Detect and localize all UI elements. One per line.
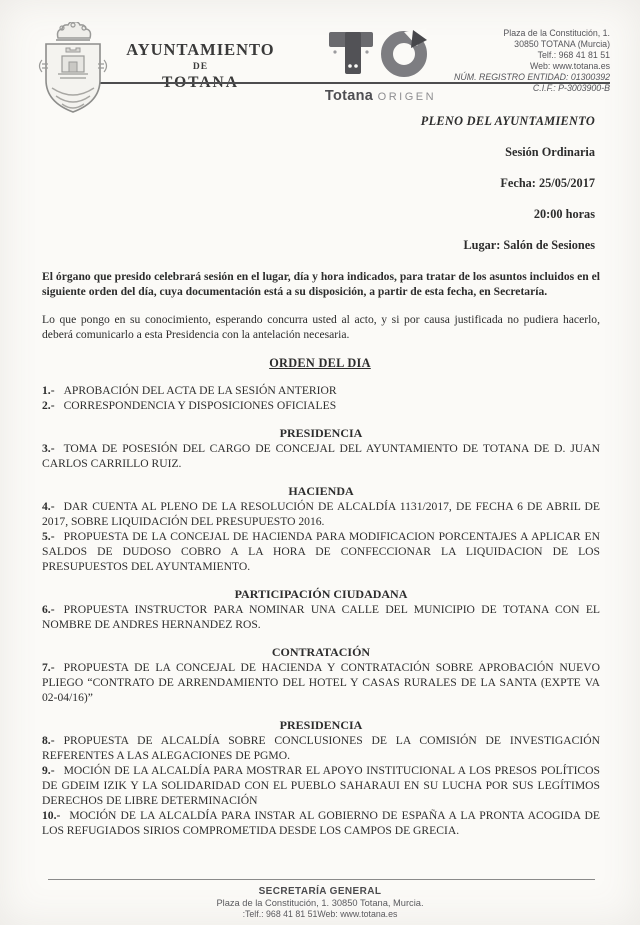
footer-contact: :Telf.: 968 41 81 51Web: www.totana.es (242, 909, 398, 919)
logo-name-light: ORIGEN (377, 91, 437, 103)
document-header (0, 0, 640, 104)
agenda-item-number: 10.- (42, 809, 61, 822)
cif-number: C.I.F.: P-3003900-B (532, 83, 610, 93)
agenda-item-text: PROPUESTA DE LA CONCEJAL DE HACIENDA Y CONTRATACIÓN SOBRE APROBACIÓN NUEVO PLIEGO “CONTRATO DE ARRENDAMIENTO DEL HOTEL Y CASAS RURALES DE LA SANTA (EXPTE VA 02-04/16)” (42, 661, 600, 704)
header-address-block (454, 28, 610, 94)
agenda-item-4 (42, 499, 600, 529)
logo-name-bold: Totana (324, 88, 374, 104)
org-name (122, 40, 279, 92)
section-heading: PRESIDENCIA (279, 718, 363, 732)
section-heading: CONTRATACIÓN (271, 645, 371, 659)
agenda-item-number: 5.- (42, 530, 55, 543)
agenda-item-text: CORRESPONDENCIA Y DISPOSICIONES OFICIALES (63, 399, 337, 412)
agenda-section-presidencia-1 (42, 426, 600, 471)
agenda-item-number: 9.- (42, 764, 55, 777)
agenda-heading: ORDEN DEL DIA (269, 356, 371, 370)
session-place: Lugar: Salón de Sesiones (463, 238, 595, 252)
agenda-item-number: 8.- (42, 734, 55, 747)
agenda-item-text: MOCIÓN DE LA ALCALDÍA PARA INSTAR AL GOBIERNO DE ESPAÑA A LA PRONTA ACOGIDA DE LOS REFUGIADOS SIRIOS COMPROMETIDA DESDE LOS CAMPOS DE GRECIA. (42, 809, 600, 837)
agenda-item-number: 6.- (42, 603, 55, 616)
agenda-item-9 (42, 763, 600, 808)
agenda-item-10 (42, 808, 600, 838)
agenda-section-contratacion (42, 645, 600, 705)
address-web: Web: www.totana.es (529, 61, 610, 71)
agenda-item-6 (42, 602, 600, 632)
totana-origen-logo-icon (321, 28, 439, 80)
agenda-item-5 (42, 529, 600, 574)
agenda-item-text: PROPUESTA INSTRUCTOR PARA NOMINAR UNA CALLE DEL MUNICIPIO DE TOTANA CON EL NOMBRE DE ANDRES HERNANDEZ ROS. (42, 603, 600, 631)
session-date: Fecha: 25/05/2017 (500, 176, 595, 190)
agenda-item-7 (42, 660, 600, 705)
coat-of-arms-icon (36, 22, 110, 123)
document-footer (0, 879, 640, 919)
session-type: Sesión Ordinaria (505, 145, 595, 159)
agenda-item-text: MOCIÓN DE LA ALCALDÍA PARA MOSTRAR EL APOYO INSTITUCIONAL A LOS PRESOS POLÍTICOS DE GDEIM IZIK Y LA SOLIDARIDAD CON EL PUEBLO SAHARAUI EN SU LUCHA POR SUS LEGÍTIMOS DERECHOS DE LIBRE DETERMINACIÓN (42, 764, 600, 807)
address-line: Plaza de la Constitución, 1. (503, 28, 610, 38)
intro-paragraph-2: Lo que pongo en su conocimiento, esperando concurra usted al acto, y si por causa justificada no pudiera hacerlo, deberá comunicarlo a esta Presidencia con la antelación necesaria. (42, 313, 600, 341)
agenda-item-number: 3.- (42, 442, 55, 455)
agenda-item-number: 2.- (42, 399, 55, 412)
registry-number: NÚM. REGISTRO ENTIDAD: 01300392 (454, 72, 610, 82)
section-heading: HACIENDA (288, 484, 354, 498)
agenda-section-general (42, 383, 600, 413)
agenda-item-number: 7.- (42, 661, 55, 674)
footer-address: Plaza de la Constitución, 1. 30850 Totana, Murcia. (216, 898, 424, 908)
org-name-line3: TOTANA (162, 74, 239, 91)
session-meta (0, 114, 595, 253)
agenda-list (42, 383, 600, 838)
agenda-item-2 (42, 398, 600, 413)
agenda-item-number: 4.- (42, 500, 55, 513)
agenda-item-text: APROBACIÓN DEL ACTA DE LA SESIÓN ANTERIOR (63, 384, 337, 397)
intro-paragraph-1: El órgano que presido celebrará sesión en el lugar, día y hora indicados, para tratar de los asuntos incluidos en el siguiente orden del día, cuya documentación está a su disposición, a partir de esta fecha, en Secretaría. (42, 270, 600, 298)
header-divider (72, 82, 610, 84)
agenda-item-text: PROPUESTA DE LA CONCEJAL DE HACIENDA PARA MODIFICACION PORCENTAJES A APLICAR EN SALDOS DE DUDOSO COBRO A LA HORA DE CONFECCIONAR LA LIQUIDACION DE LOS PRESUPUESTOS DEL AYUNTAMIENTO. (42, 530, 600, 573)
totana-origen-logo-text (307, 87, 454, 105)
agenda-item-text: TOMA DE POSESIÓN DEL CARGO DE CONCEJAL DEL AYUNTAMIENTO DE TOTANA DE D. JUAN CARLOS CARRILLO RUIZ. (42, 442, 600, 470)
org-name-line2: DE (192, 62, 209, 72)
agenda-item-8 (42, 733, 600, 763)
agenda-section-presidencia-2 (42, 718, 600, 838)
address-line: 30850 TOTANA (Murcia) (514, 39, 610, 49)
intro-block (42, 269, 600, 342)
session-title: PLENO DEL AYUNTAMIENTO (420, 114, 595, 128)
session-time: 20:00 horas (533, 207, 595, 221)
totana-origen-logo (307, 28, 454, 105)
org-name-line1: AYUNTAMIENTO (126, 40, 275, 59)
footer-divider (48, 879, 595, 880)
agenda-item-text: PROPUESTA DE ALCALDÍA SOBRE CONCLUSIONES DE LA COMISIÓN DE INVESTIGACIÓN REFERENTES A LAS ALEGACIONES DE PGMO. (42, 734, 600, 762)
agenda-item-number: 1.- (42, 384, 55, 397)
footer-title: SECRETARÍA GENERAL (258, 886, 382, 897)
section-heading: PRESIDENCIA (279, 426, 363, 440)
agenda-item-1 (42, 383, 600, 398)
agenda-section-hacienda (42, 484, 600, 574)
section-heading: PARTICIPACIÓN CIUDADANA (234, 587, 408, 601)
address-phone: Telf.: 968 41 81 51 (537, 50, 610, 60)
agenda-section-participacion (42, 587, 600, 632)
agenda-item-text: DAR CUENTA AL PLENO DE LA RESOLUCIÓN DE ALCALDÍA 1131/2017, DE FECHA 6 DE ABRIL DE 2017, SOBRE LIQUIDACIÓN DEL PRESUPUESTO 2016. (42, 500, 600, 528)
agenda-item-3 (42, 441, 600, 471)
